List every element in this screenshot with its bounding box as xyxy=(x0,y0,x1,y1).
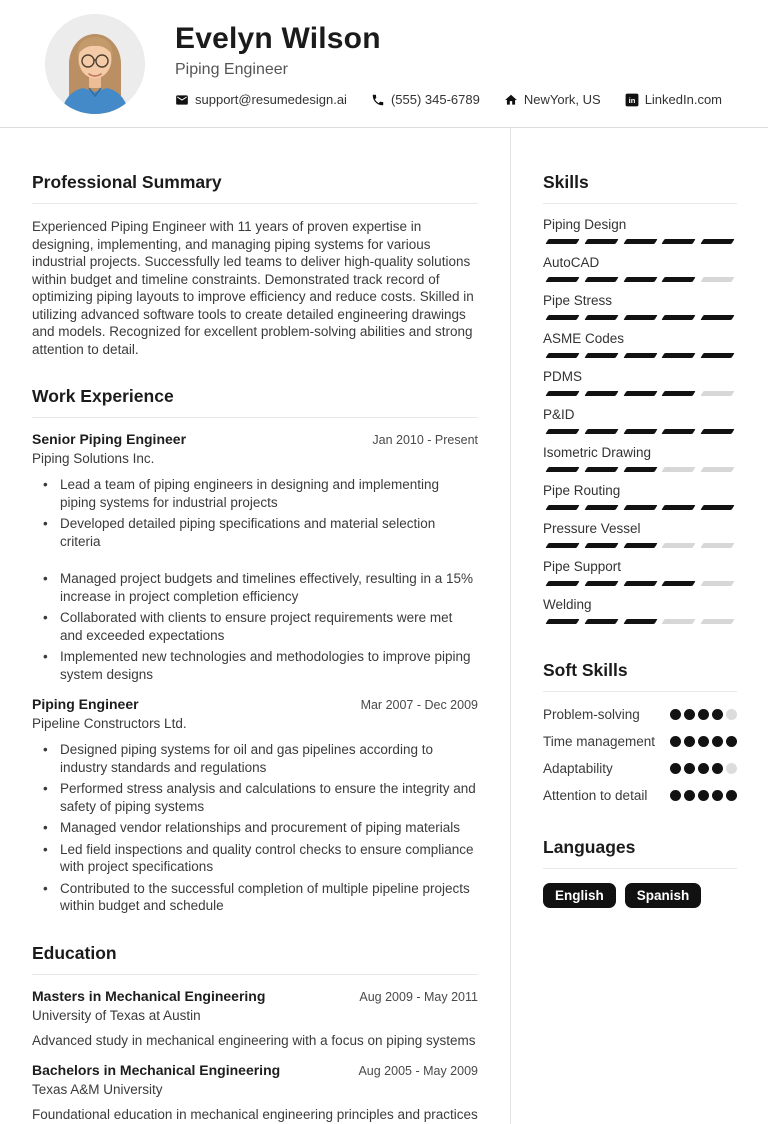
skill-name: PDMS xyxy=(543,369,583,384)
languages-title: Languages xyxy=(543,837,737,869)
job-dates: Jan 2010 - Present xyxy=(372,433,478,447)
skill-item xyxy=(543,255,737,282)
linkedin-icon xyxy=(625,93,639,107)
education-dates: Aug 2009 - May 2011 xyxy=(359,989,478,1004)
job-role: Senior Piping Engineer xyxy=(32,431,187,447)
skill-name: Piping Design xyxy=(543,217,627,232)
education-dates: Aug 2005 - May 2009 xyxy=(358,1064,478,1078)
job-dates: Mar 2007 - Dec 2009 xyxy=(360,698,478,712)
soft-skill-name: Attention to detail xyxy=(543,788,648,803)
skill-item xyxy=(543,407,737,434)
skill-item xyxy=(543,597,737,624)
job-bullet: • Implemented new technologies and methodologies to improve piping system designs xyxy=(32,648,478,683)
contact-location xyxy=(504,92,601,107)
mail-icon xyxy=(175,93,189,107)
contact-phone-text: (555) 345-6789 xyxy=(390,92,480,107)
job-bullet: • Collaborated with clients to ensure project requirements were met and exceeded expectations xyxy=(32,609,478,644)
skill-meter xyxy=(543,353,737,358)
job-bullet: • Managed project budgets and timelines effectively, resulting in a 15% increase in project completion efficiency xyxy=(32,570,478,605)
education-header xyxy=(32,988,478,1004)
soft-skill-name: Time management xyxy=(543,734,656,749)
contact-email-text: support@resumedesign.ai xyxy=(195,92,347,107)
main-column xyxy=(0,128,510,1124)
job-bullets xyxy=(32,476,478,683)
skill-meter xyxy=(543,391,737,396)
soft-skill-rating xyxy=(670,787,737,804)
skill-item xyxy=(543,521,737,548)
education-degree: Masters in Mechanical Engineering xyxy=(32,987,266,1004)
soft-skill-item xyxy=(543,733,737,750)
body xyxy=(0,128,768,1124)
profile-photo-illustration xyxy=(45,14,145,114)
skill-name: Isometric Drawing xyxy=(543,445,652,460)
header xyxy=(0,0,768,128)
skill-item xyxy=(543,483,737,510)
work-experience-title: Work Experience xyxy=(32,386,478,418)
skill-meter xyxy=(543,505,737,510)
job-bullet: • Developed detailed piping specifications and material selection criteria xyxy=(32,515,478,550)
education-school: University of Texas at Austin xyxy=(32,1007,201,1023)
education-entry xyxy=(32,1062,478,1124)
section-languages xyxy=(543,837,737,908)
person-name: Evelyn Wilson xyxy=(175,22,381,55)
languages-list xyxy=(543,883,737,908)
job-bullet: • Managed vendor relationships and procurement of piping materials xyxy=(32,819,478,837)
skill-item xyxy=(543,217,737,244)
skill-name: ASME Codes xyxy=(543,331,625,346)
skill-name: AutoCAD xyxy=(543,255,600,270)
skill-name: Pressure Vessel xyxy=(543,521,641,536)
phone-icon xyxy=(371,93,385,107)
section-education xyxy=(32,943,478,1124)
summary-title: Professional Summary xyxy=(32,172,478,204)
section-soft-skills xyxy=(543,660,737,804)
soft-skill-item xyxy=(543,706,737,723)
soft-skill-name: Adaptability xyxy=(543,761,613,776)
language-badge: English xyxy=(543,883,616,908)
contact-email xyxy=(175,92,347,107)
soft-skill-rating xyxy=(670,760,737,777)
skill-item xyxy=(543,293,737,320)
skill-meter xyxy=(543,619,737,624)
education-entry xyxy=(32,988,478,1050)
skill-meter xyxy=(543,581,737,586)
avatar xyxy=(45,14,145,114)
job-bullet: • Designed piping systems for oil and gas pipelines according to industry standards and regulations xyxy=(32,741,478,776)
education-description: Advanced study in mechanical engineering with a focus on piping systems xyxy=(32,1032,476,1048)
skill-name: Pipe Support xyxy=(543,559,622,574)
contact-linkedin-text: LinkedIn.com xyxy=(644,92,723,107)
education-school: Texas A&M University xyxy=(32,1082,163,1097)
summary-text: Experienced Piping Engineer with 11 years of proven expertise in designing, implementing, and managing piping systems for various industrial projects. Successfully led teams to deliver high-quality solutions within budget and timeline constraints. Demonstrated track record of optimizing piping layouts to improve efficiency and reduce costs. Skilled in utilizing advanced software tools to create detailed engineering drawings and models. Recognized for excellent problem-solving abilities and strong attention to detail. xyxy=(32,219,474,357)
job-bullet: • Contributed to the successful completion of multiple pipeline projects within budget and schedule xyxy=(32,880,478,915)
language-badge: Spanish xyxy=(625,883,702,908)
section-work-experience xyxy=(32,386,478,915)
skill-name: P&ID xyxy=(543,407,575,422)
skill-meter xyxy=(543,543,737,548)
skill-name: Pipe Routing xyxy=(543,483,621,498)
soft-skill-item xyxy=(543,787,737,804)
person-job-title: Piping Engineer xyxy=(175,61,288,78)
skill-item xyxy=(543,369,737,396)
education-description: Foundational education in mechanical engineering principles and practices xyxy=(32,1107,478,1122)
skill-meter xyxy=(543,467,737,472)
education-header xyxy=(32,1062,478,1078)
section-skills xyxy=(543,172,737,624)
soft-skill-rating xyxy=(670,706,737,723)
job-bullets xyxy=(32,741,478,915)
job-header xyxy=(32,696,478,712)
skill-item xyxy=(543,559,737,586)
job-bullet: • Performed stress analysis and calculations to ensure the integrity and safety of piping systems xyxy=(32,780,478,815)
contact-location-text: NewYork, US xyxy=(523,92,601,107)
home-icon xyxy=(504,93,518,107)
education-title: Education xyxy=(32,943,478,975)
education-degree: Bachelors in Mechanical Engineering xyxy=(32,1062,281,1078)
skill-meter xyxy=(543,315,737,320)
job-bullet: • Lead a team of piping engineers in designing and implementing piping systems for industrial projects xyxy=(32,476,478,511)
skill-meter xyxy=(543,277,737,282)
contact-linkedin xyxy=(625,92,722,107)
header-text xyxy=(175,20,722,107)
job-header xyxy=(32,431,478,447)
soft-skills-title: Soft Skills xyxy=(543,660,737,692)
job-company: Piping Solutions Inc. xyxy=(32,451,155,466)
job-bullet: • Led field inspections and quality control checks to ensure compliance with project specifications xyxy=(32,841,478,876)
soft-skill-item xyxy=(543,760,737,777)
soft-skill-name: Problem-solving xyxy=(543,707,640,722)
job-entry xyxy=(32,431,478,683)
contact-phone xyxy=(371,92,480,107)
skill-name: Pipe Stress xyxy=(543,293,613,308)
soft-skill-rating xyxy=(670,733,737,750)
section-professional-summary xyxy=(32,172,478,358)
skill-name: Welding xyxy=(543,597,592,612)
skill-meter xyxy=(543,429,737,434)
job-company: Pipeline Constructors Ltd. xyxy=(32,716,187,731)
skill-item xyxy=(543,445,737,472)
job-role: Piping Engineer xyxy=(32,696,139,712)
sidebar xyxy=(510,128,768,1124)
skills-title: Skills xyxy=(543,172,737,204)
job-entry xyxy=(32,696,478,915)
svg-text:in: in xyxy=(628,95,636,105)
skill-meter xyxy=(543,239,737,244)
contact-row xyxy=(175,92,722,107)
skill-item xyxy=(543,331,737,358)
